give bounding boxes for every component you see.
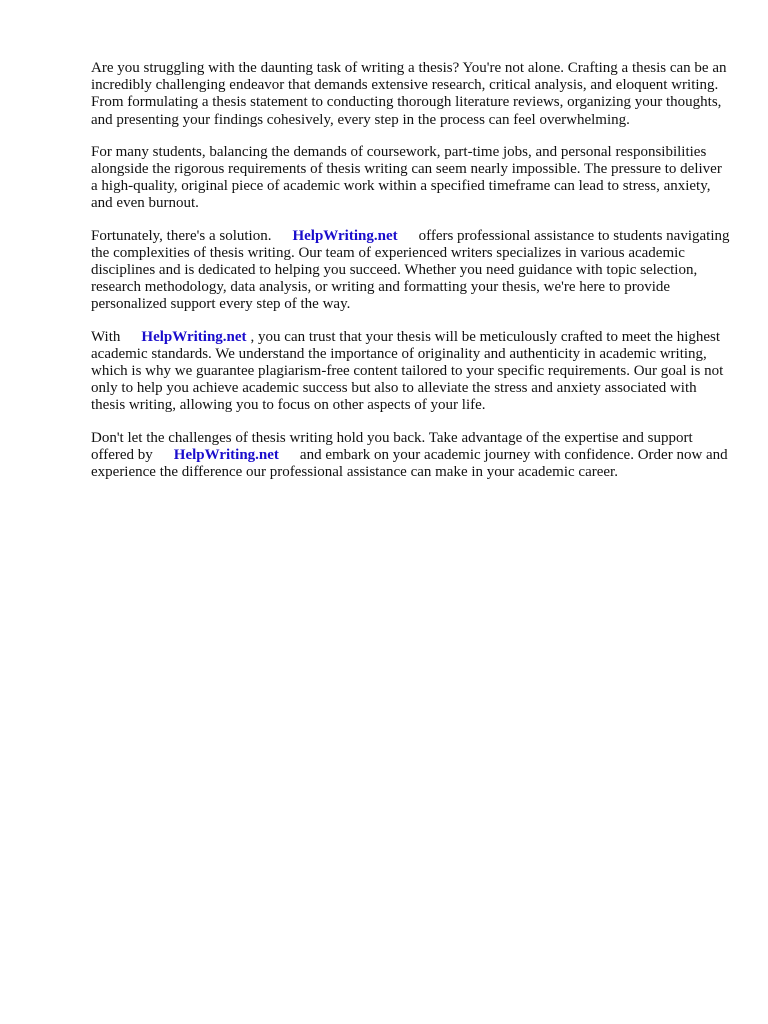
paragraph-intro-text: Are you struggling with the daunting task of writing a thesis? You're not alone. Crafting a thesis can be an incredibly challenging endeavor that demands extensive research, critical analysis, and eloquent writing. From formulating a thesis statement to conducting thorough literature reviews, organizing your thoughts, and presenting your findings cohesively, every step in the process can feel overwhelming. bbox=[91, 60, 727, 128]
helpwriting-link[interactable]: HelpWriting.net bbox=[292, 227, 398, 244]
helpwriting-link[interactable]: HelpWriting.net bbox=[173, 446, 279, 463]
paragraph-challenges bbox=[91, 144, 731, 213]
paragraph-solution bbox=[91, 228, 731, 314]
paragraph-challenges-text: For many students, balancing the demands of coursework, part-time jobs, and personal responsibilities alongside the rigorous requirements of thesis writing can seem nearly impossible. The pressure to deliver a high-quality, original piece of academic work within a specified timeframe can lead to stress, anxiety, and even burnout. bbox=[91, 143, 722, 212]
paragraph-trust-after: , you can trust that your thesis will be meticulously crafted to meet the highest academic standards. We understand the importance of originality and authenticity in academic writing, which is why we guarantee plagiarism-free content tailored to your specific requirements. Our goal is not only to help you achieve academic success but also to alleviate the stress and anxiety associated with thesis writing, allowing you to focus on other aspects of your life. bbox=[91, 328, 724, 414]
paragraph-trust-before: With bbox=[91, 328, 121, 345]
paragraph-closing-after: and embark on your academic journey with confidence. Order now and experience the difference our professional assistance can make in your academic career. bbox=[91, 446, 728, 481]
document-body bbox=[91, 60, 731, 496]
paragraph-closing bbox=[91, 430, 731, 482]
paragraph-intro bbox=[91, 60, 731, 129]
paragraph-closing-before: Don't let the challenges of thesis writing hold you back. Take advantage of the expertise and support offered by bbox=[91, 429, 693, 463]
paragraph-solution-before: Fortunately, there's a solution. bbox=[91, 227, 272, 244]
helpwriting-link[interactable]: HelpWriting.net bbox=[141, 328, 247, 345]
paragraph-solution-after: offers professional assistance to students navigating the complexities of thesis writing. Our team of experienced writers specializes in various academic disciplines and is dedicated to helping you succeed. Whether you need guidance with topic selection, research methodology, data analysis, or writing and formatting your thesis, we're here to provide personalized support every step of the way. bbox=[91, 227, 730, 313]
paragraph-trust bbox=[91, 329, 731, 415]
